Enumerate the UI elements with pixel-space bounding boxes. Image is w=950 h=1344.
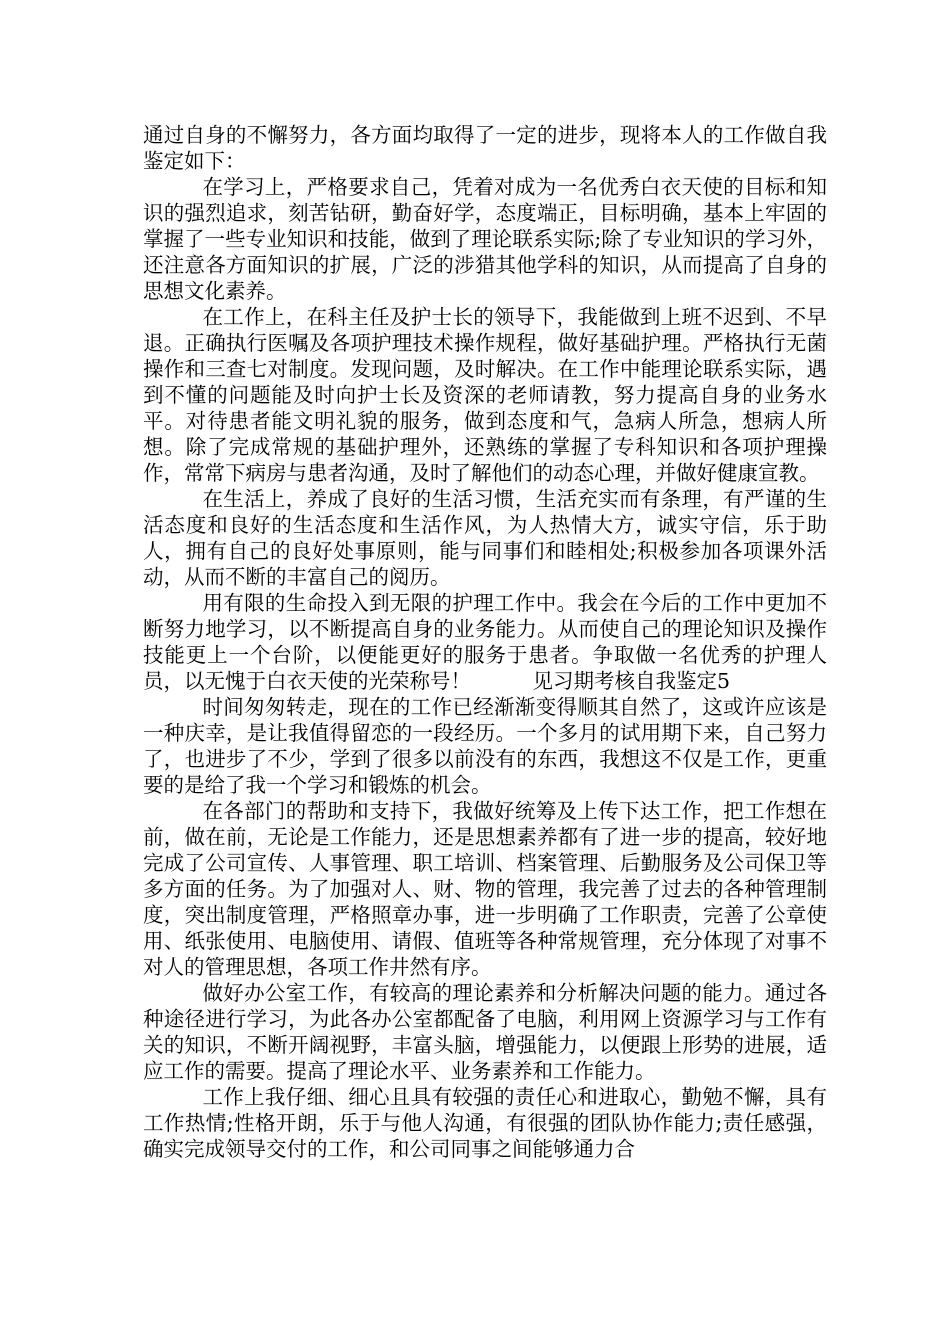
document-body (143, 122, 827, 1162)
paragraph: 通过自身的不懈努力，各方面均取得了一定的进步，现将本人的工作做自我鉴定如下： (143, 123, 827, 173)
paragraph: 做好办公室工作，有较高的理论素养和分析解决问题的能力。通过各种途径进行学习，为此各办公室都配备了电脑，利用网上资源学习与工作有关的知识，不断开阔视野，丰富头脑，增强能力，以便跟上形势的进展，适应工作的需要。提高了理论水平、业务素养和工作能力。 (143, 981, 827, 1083)
paragraph: 在各部门的帮助和支持下，我做好统筹及上传下达工作，把工作想在前，做在前，无论是工作能力，还是思想素养都有了进一步的提高，较好地完成了公司宣传、人事管理、职工培训、档案管理、后勤服务及公司保卫等多方面的任务。为了加强对人、财、物的管理，我完善了过去的各种管理制度，突出制度管理，严格照章办事，进一步明确了工作职责，完善了公章使用、纸张使用、电脑使用、请假、值班等各种常规管理，充分体现了对事不对人的管理思想，各项工作井然有序。 (143, 799, 827, 979)
paragraph: 时间匆匆转走，现在的工作已经渐渐变得顺其自然了，这或许应该是一种庆幸，是让我值得留恋的一段经历。一个多月的试用期下来，自己努力了，也进步了不少，学到了很多以前没有的东西，我想这不仅是工作，更重要的是给了我一个学习和锻炼的机会。 (143, 695, 827, 797)
paragraph: 在生活上，养成了良好的生活习惯，生活充实而有条理，有严谨的生活态度和良好的生活态度和生活作风，为人热情大方，诚实守信，乐于助人，拥有自己的良好处事原则，能与同事们和睦相处;积极参加各项课外活动，从而不断的丰富自己的阅历。 (143, 487, 827, 589)
paragraph: 在学习上，严格要求自己，凭着对成为一名优秀白衣天使的目标和知识的强烈追求，刻苦钻研，勤奋好学，态度端正，目标明确，基本上牢固的掌握了一些专业知识和技能，做到了理论联系实际;除了专业知识的学习外，还注意各方面知识的扩展，广泛的涉猎其他学科的知识，从而提高了自身的思想文化素养。 (143, 175, 827, 303)
paragraph: 在工作上，在科主任及护士长的领导下，我能做到上班不迟到、不早退。正确执行医嘱及各项护理技术操作规程，做好基础护理。严格执行无菌操作和三查七对制度。发现问题，及时解决。在工作中能理论联系实际，遇到不懂的问题能及时向护士长及资深的老师请教，努力提高自身的业务水平。对待患者能文明礼貌的服务，做到态度和气，急病人所急，想病人所想。除了完成常规的基础护理外，还熟练的掌握了专科知识和各项护理操作，常常下病房与患者沟通，及时了解他们的动态心理，并做好健康宣教。 (143, 305, 827, 485)
paragraph: 用有限的生命投入到无限的护理工作中。我会在今后的工作中更加不断努力地学习，以不断提高自身的业务能力。从而使自己的理论知识及操作技能更上一个台阶，以便能更好的服务于患者。争取做一名优秀的护理人员，以无愧于白衣天使的光荣称号！ 见习期考核自我鉴定5 (143, 591, 827, 693)
paragraph: 工作上我仔细、细心且具有较强的责任心和进取心，勤勉不懈，具有工作热情;性格开朗，乐于与他人沟通，有很强的团队协作能力;责任感强，确实完成领导交付的工作，和公司同事之间能够通力合 (143, 1085, 827, 1161)
